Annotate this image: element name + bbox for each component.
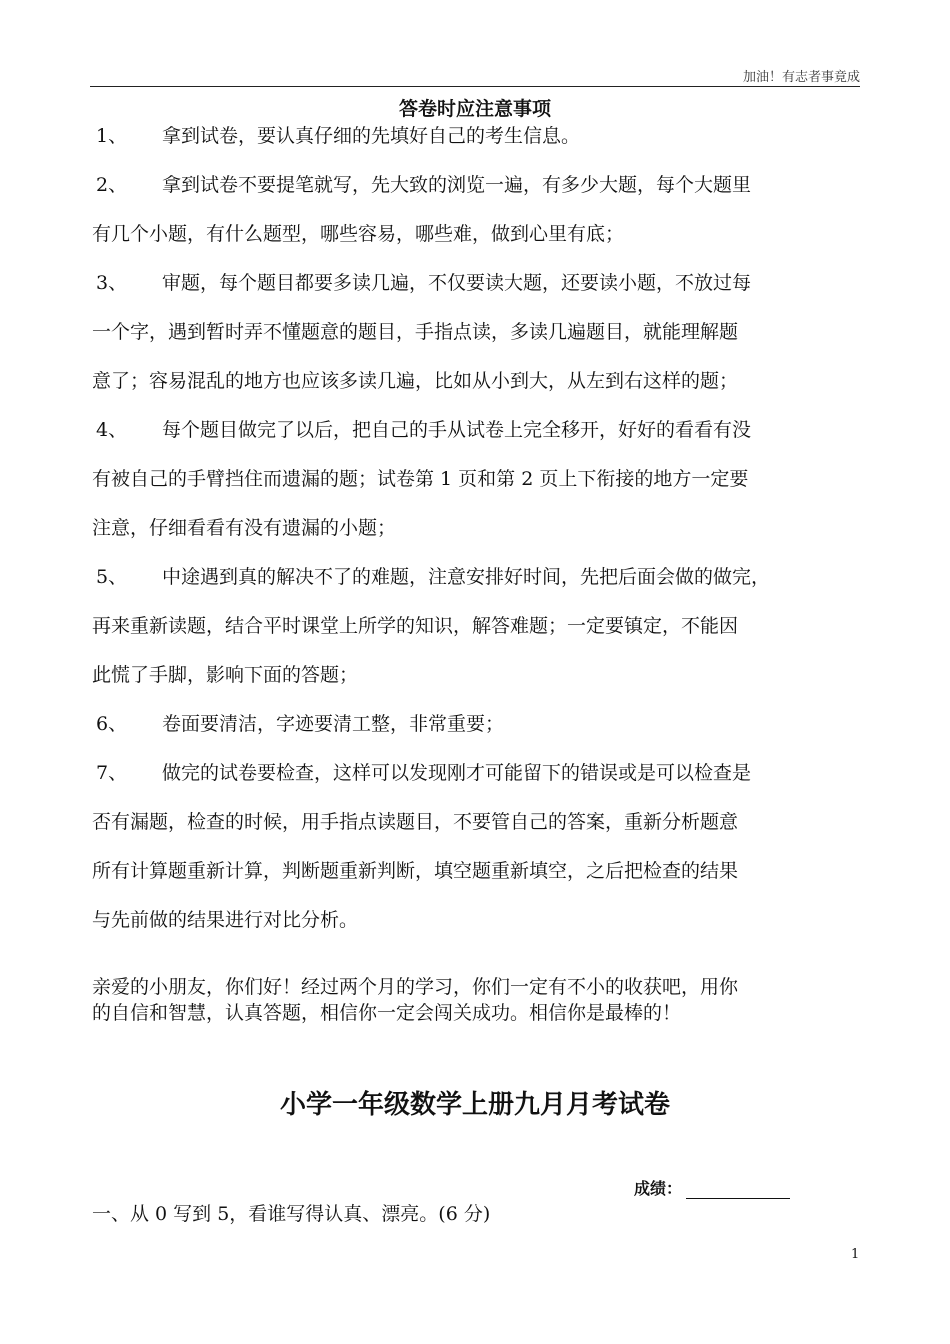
score-label: 成绩： <box>634 1179 683 1198</box>
notice-line <box>92 110 872 159</box>
notice-line <box>92 649 872 698</box>
line-text: 每个题目做完了以后，把自己的手从试卷上完全移开，好好的看看有没 <box>162 419 752 441</box>
line-text: 注意，仔细看看有没有遗漏的小题； <box>92 517 397 539</box>
line-text: 否有漏题，检查的时候，用手指点读题目，不要管自己的答案，重新分析题意 <box>92 811 739 833</box>
score-blank[interactable] <box>686 1180 790 1199</box>
notice-line <box>92 845 872 894</box>
intro-line: 的自信和智慧，认真答题，相信你一定会闯关成功。相信你是最棒的！ <box>92 1002 682 1024</box>
notice-line <box>92 306 872 355</box>
line-text: 卷面要清洁，字迹要清工整，非常重要； <box>162 713 505 735</box>
line-text: 做完的试卷要检查，这样可以发现刚才可能留下的错误或是可以检查是 <box>162 762 752 784</box>
notice-line <box>92 747 872 796</box>
line-text: 与先前做的结果进行对比分析。 <box>92 909 359 931</box>
notice-line <box>92 551 872 600</box>
notice-line <box>92 600 872 649</box>
item-number: 1、 <box>96 125 128 147</box>
header-motto: 加油！有志者事竟成 <box>742 70 860 85</box>
notice-line <box>92 698 872 747</box>
question-1: 一、从 0 写到 5，看谁写得认真、漂亮。(6 分) <box>92 1203 491 1225</box>
line-text: 有几个小题，有什么题型，哪些容易，哪些难，做到心里有底； <box>92 223 625 245</box>
page-number: 1 <box>851 1247 860 1262</box>
notice-line <box>92 257 872 306</box>
notice-title: 答卷时应注意事项 <box>398 98 551 120</box>
notice-line <box>92 502 872 551</box>
exam-title: 小学一年级数学上册九月月考试卷 <box>279 1090 670 1120</box>
item-number: 3、 <box>96 272 128 294</box>
notice-line <box>92 453 872 502</box>
line-text: 拿到试卷，要认真仔细的先填好自己的考生信息。 <box>162 125 581 147</box>
line-text: 中途遇到真的解决不了的难题，注意安排好时间，先把后面会做的做完， <box>162 566 771 588</box>
score-field <box>634 1176 790 1199</box>
item-number: 4、 <box>96 419 128 441</box>
notice-line <box>92 404 872 453</box>
notice-line <box>92 208 872 257</box>
line-text: 一个字，遇到暂时弄不懂题意的题目，手指点读，多读几遍题目，就能理解题 <box>92 321 739 343</box>
line-text: 此慌了手脚，影响下面的答题； <box>92 664 359 686</box>
notice-list <box>92 110 872 943</box>
line-text: 所有计算题重新计算，判断题重新判断，填空题重新填空，之后把检查的结果 <box>92 860 739 882</box>
item-number: 2、 <box>96 174 128 196</box>
notice-line <box>92 796 872 845</box>
item-number: 6、 <box>96 713 128 735</box>
header-divider <box>90 86 860 87</box>
item-number: 5、 <box>96 566 128 588</box>
intro-paragraph <box>92 974 872 1026</box>
line-text: 有被自己的手臂挡住而遗漏的题；试卷第 1 页和第 2 页上下衔接的地方一定要 <box>92 468 749 490</box>
intro-line: 亲爱的小朋友，你们好！经过两个月的学习，你们一定有不小的收获吧，用你 <box>92 976 739 998</box>
line-text: 审题，每个题目都要多读几遍，不仅要读大题，还要读小题，不放过每 <box>162 272 752 294</box>
notice-line <box>92 894 872 943</box>
line-text: 意了；容易混乱的地方也应该多读几遍，比如从小到大，从左到右这样的题； <box>92 370 739 392</box>
notice-line <box>92 159 872 208</box>
notice-line <box>92 355 872 404</box>
item-number: 7、 <box>96 762 128 784</box>
line-text: 拿到试卷不要提笔就写，先大致的浏览一遍，有多少大题，每个大题里 <box>162 174 752 196</box>
line-text: 再来重新读题，结合平时课堂上所学的知识，解答难题；一定要镇定，不能因 <box>92 615 739 637</box>
